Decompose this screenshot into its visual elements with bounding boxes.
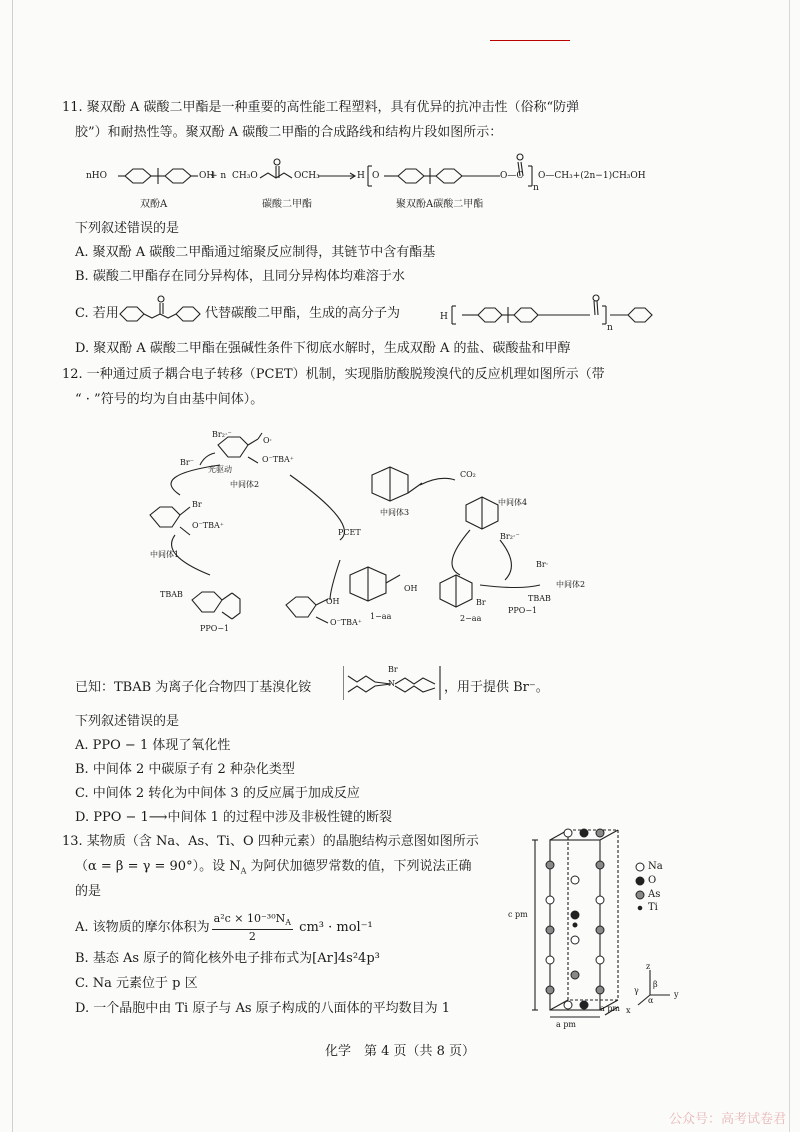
q11-option-b: B. 碳酸二甲酯存在同分异构体，且同分异构体均难溶于水 xyxy=(75,269,405,284)
q12-stem-line1: 12. 一种通过质子耦合电子转移（PCET）机制，实现脂肪酸脱羧溴代的反应机理如图所示（带 xyxy=(62,367,605,382)
q12-1aa-label: 1−aa xyxy=(370,612,392,621)
page-footer: 化学 第 4 页（共 8 页） xyxy=(324,1044,476,1059)
q13-axis-a2: a pm xyxy=(600,1004,621,1013)
q12-prompt: 下列叙述错误的是 xyxy=(75,714,180,729)
q11-prompt: 下列叙述错误的是 xyxy=(75,221,180,236)
q12-mechanism-diagram xyxy=(0,415,800,665)
q12-pcet-label: PCET xyxy=(338,528,361,537)
q13-axis-alpha: α xyxy=(648,996,654,1005)
q11-option-c-structures xyxy=(0,294,800,334)
q11-reactant1-suffix: OH xyxy=(199,171,215,181)
q12-int4-label: 中间体4 xyxy=(498,498,528,507)
q13-legend-as: As xyxy=(648,889,661,900)
q12-to-int2: 中间体2 xyxy=(556,580,586,589)
q12-option-a: A. PPO − 1 体现了氧化性 xyxy=(75,738,231,753)
q11-label-dmc: 碳酸二甲酯 xyxy=(262,199,312,210)
q11-polymer-o2: O—C xyxy=(500,171,524,181)
q13-option-c: C. Na 元素位于 p 区 xyxy=(75,976,198,991)
q13-option-a: A. 该物质的摩尔体积为 $\frac{a^2c \times 10^{-30}N_A}{2}$ cm³ · mol⁻¹ xyxy=(75,912,373,944)
q12-o-radical: O· xyxy=(263,436,273,445)
q11-reactant1-prefix: nHO xyxy=(86,171,108,181)
q11-dmc-right: OCH₃ xyxy=(294,171,320,181)
q11-label-polymer: 聚双酚A碳酸二甲酯 xyxy=(396,199,484,210)
q12-option-d: D. PPO − 1⟶中间体 1 的过程中涉及非极性键的断裂 xyxy=(75,810,392,825)
q12-known-pre: 已知：TBAB 为离子化合物四丁基溴化铵 xyxy=(75,680,312,695)
q13-unit-cell-diagram xyxy=(510,825,730,1025)
q12-int1-label: 中间体1 xyxy=(150,550,180,559)
q13-stem-line3: 的是 xyxy=(75,884,102,899)
q13-stem-line2: （α = β = γ = 90°）。设 $N_A$ 为阿伏加德罗常数的值，下列说法正确 xyxy=(75,859,472,876)
q13-axis-y: y xyxy=(674,990,679,999)
q12-int2-label: 中间体2 xyxy=(230,480,260,489)
top-mark xyxy=(490,40,570,41)
q11-plus: + n xyxy=(210,171,227,181)
q12-light-label: 光驱动 xyxy=(208,465,232,474)
q12-br-radical: Br· xyxy=(536,560,549,569)
q12-co2-label: CO₂ xyxy=(460,470,476,479)
q12-known-post: ，用于提供 Br⁻。 xyxy=(444,680,549,695)
q12-oh-1aa: OH xyxy=(404,584,418,593)
q11-label-bpa: 双酚A xyxy=(140,199,168,210)
q12-obr: Br xyxy=(192,500,202,509)
q11-option-a: A. 聚双酚 A 碳酸二甲酯通过缩聚反应制得，其链节中含有酯基 xyxy=(75,245,436,260)
q12-option-b: B. 中间体 2 中碳原子有 2 种杂化类型 xyxy=(75,762,295,777)
q12-ppo1-b: PPO−1 xyxy=(508,606,538,615)
q13-stem-line1: 13. 某物质（含 Na、As、Ti、O 四种元素）的晶胞结构示意图如图所示 xyxy=(62,834,479,849)
q11-option-d: D. 聚双酚 A 碳酸二甲酯在强碱性条件下彻底水解时，生成双酚 A 的盐、碳酸盐和甲醇 xyxy=(75,341,571,356)
q11-option-c-h: H xyxy=(440,312,448,322)
q11-option-c-mid: 代替碳酸二甲酯，生成的高分子为 xyxy=(205,306,401,321)
q11-dmc-left: CH₃O xyxy=(232,171,258,181)
q11-polymer-n: n xyxy=(533,183,539,193)
q13-legend-o: O xyxy=(648,875,657,886)
q13-legend-na: Na xyxy=(648,861,663,872)
q12-tbab-label: TBAB xyxy=(160,590,183,599)
q12-br-c: Br xyxy=(476,598,486,607)
q13-axis-c: c pm xyxy=(508,910,528,919)
q12-otba-int1: O⁻TBA⁺ xyxy=(192,521,224,530)
q12-br2-radical: Br₂·⁻ xyxy=(212,430,232,439)
q11-option-c-n: n xyxy=(607,323,613,333)
q13-axis-x: x xyxy=(626,1006,631,1015)
q13-axis-a1: a pm xyxy=(556,1020,577,1029)
q13-option-b: B. 基态 As 原子的简化核外电子排布式为[Ar]4s²4p³ xyxy=(75,951,380,966)
q12-2aa-label: 2−aa xyxy=(460,614,482,623)
q12-br2-b: Br₂·⁻ xyxy=(500,532,520,541)
q12-int3-label: 中间体3 xyxy=(380,508,410,517)
q13-legend-ti: Ti xyxy=(648,902,658,913)
q12-tbab-n: N xyxy=(388,679,395,688)
q13-option-d: D. 一个晶胞中由 Ti 原子与 As 原子构成的八面体的平均数目为 1 xyxy=(75,1001,451,1016)
q12-ppo1-label: PPO−1 xyxy=(200,624,230,633)
q12-br-minus: Br⁻ xyxy=(180,458,194,467)
q13-axis-beta: β xyxy=(653,980,658,989)
q13-axis-z: z xyxy=(646,962,651,971)
q11-stem-line1: 11. 聚双酚 A 碳酸二甲酯是一种重要的高性能工程塑料，具有优异的抗冲击性（俗称“防弹 xyxy=(62,100,580,115)
q12-oh-acid: OH xyxy=(326,597,340,606)
q11-stem-line2: 胶”）和耐热性等。聚双酚 A 碳酸二甲酯的合成路线和结构片段如图所示： xyxy=(75,125,503,140)
q13-axis-gamma: γ xyxy=(634,986,639,995)
q12-stem-line2: “ · ”符号的均为自由基中间体）。 xyxy=(75,392,264,407)
q11-polymer-h: H xyxy=(357,171,365,181)
q12-otba-int2: O⁻TBA⁺ xyxy=(262,455,294,464)
q12-tbab-br: Br xyxy=(388,665,398,674)
q12-tbab2: TBAB xyxy=(528,594,551,603)
q11-polymer-right: O—CH₃+(2n−1)CH₃OH xyxy=(538,171,646,181)
watermark: 公众号：高考试卷君 xyxy=(668,1112,786,1127)
q11-polymer-o: O xyxy=(372,171,380,181)
q11-option-c-pre: C. 若用 xyxy=(75,306,119,321)
q12-option-c: C. 中间体 2 转化为中间体 3 的反应属于加成反应 xyxy=(75,786,360,801)
q12-otba-acid: O⁻TBA⁺ xyxy=(330,618,362,627)
